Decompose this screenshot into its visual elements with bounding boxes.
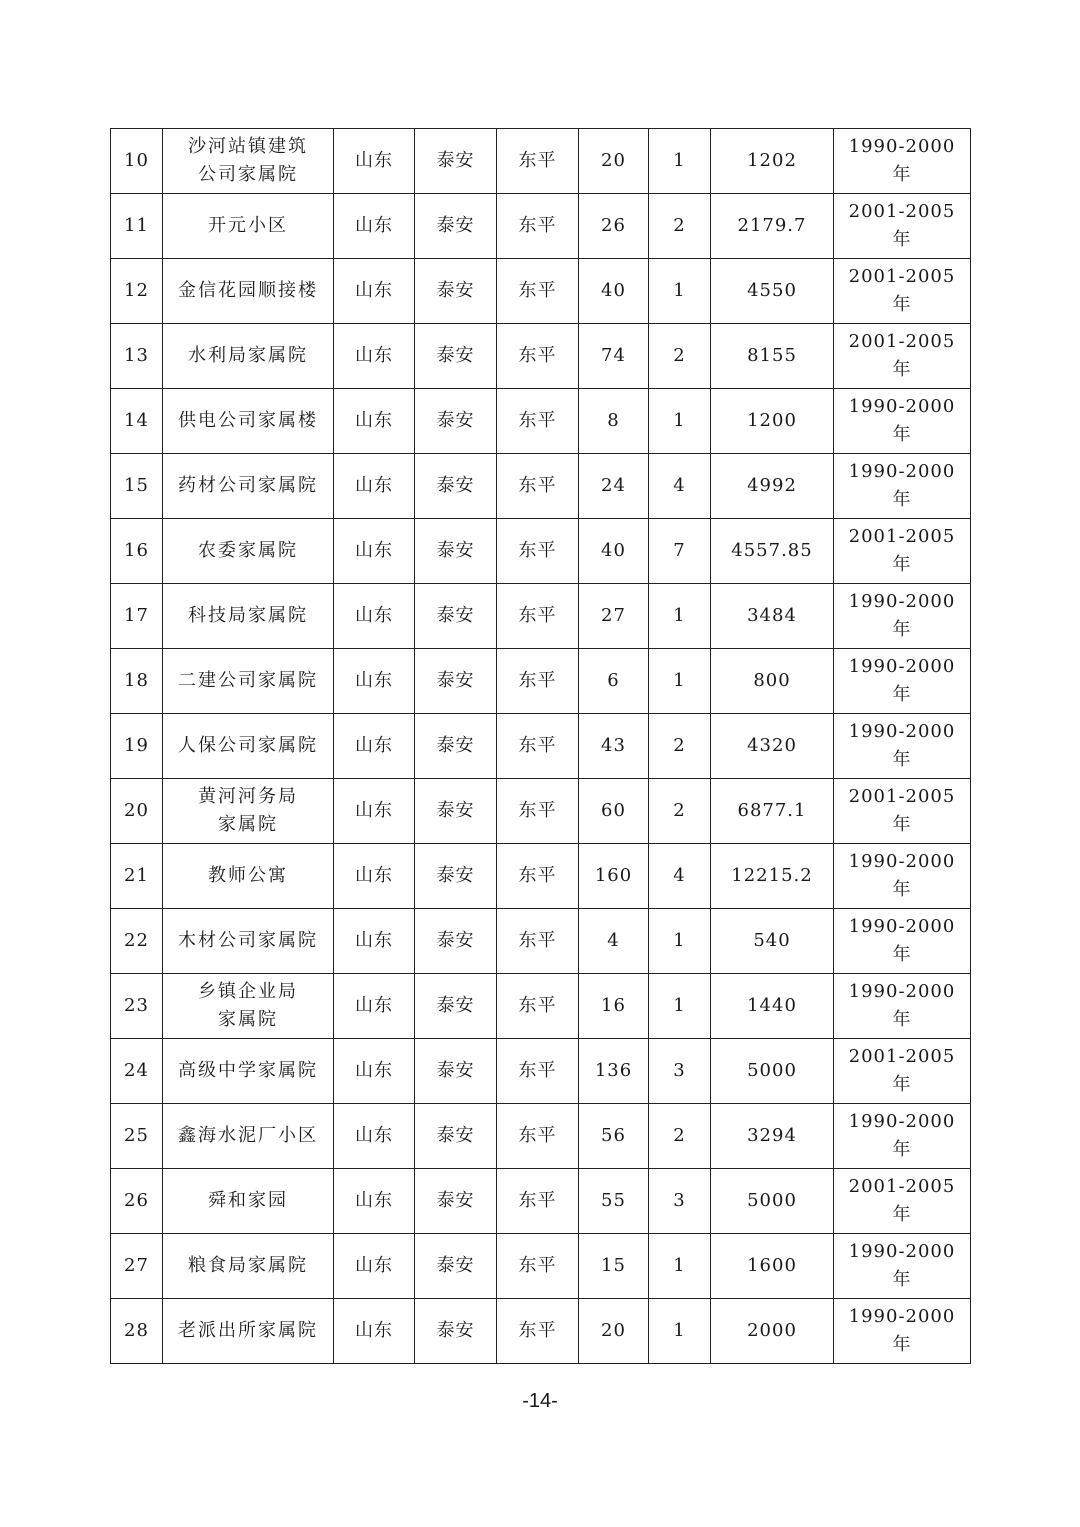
row-number-cell: 23 [111, 974, 163, 1039]
build-period-cell: 1990-2000 年 [834, 1104, 971, 1169]
county-cell: 东平 [497, 1299, 579, 1364]
city-cell: 泰安 [415, 324, 497, 389]
area-cell: 6877.1 [711, 779, 834, 844]
table-row [111, 519, 971, 584]
province-cell: 山东 [334, 1039, 415, 1104]
table-row [111, 194, 971, 259]
area-cell: 4992 [711, 454, 834, 519]
city-cell: 泰安 [415, 844, 497, 909]
table-row [111, 1234, 971, 1299]
row-number-cell: 26 [111, 1169, 163, 1234]
area-cell: 540 [711, 909, 834, 974]
area-cell: 8155 [711, 324, 834, 389]
build-period-cell: 2001-2005 年 [834, 1039, 971, 1104]
row-number-cell: 15 [111, 454, 163, 519]
province-cell: 山东 [334, 259, 415, 324]
build-period-cell: 1990-2000 年 [834, 1299, 971, 1364]
county-cell: 东平 [497, 1169, 579, 1234]
table-row [111, 649, 971, 714]
households-cell: 43 [579, 714, 649, 779]
row-number-cell: 22 [111, 909, 163, 974]
row-number-cell: 24 [111, 1039, 163, 1104]
community-name-cell: 老派出所家属院 [163, 1299, 334, 1364]
city-cell: 泰安 [415, 1169, 497, 1234]
city-cell: 泰安 [415, 129, 497, 194]
households-cell: 6 [579, 649, 649, 714]
households-cell: 40 [579, 519, 649, 584]
build-period-cell: 1990-2000 年 [834, 909, 971, 974]
county-cell: 东平 [497, 1039, 579, 1104]
buildings-cell: 1 [649, 649, 711, 714]
table-row [111, 909, 971, 974]
area-cell: 1200 [711, 389, 834, 454]
city-cell: 泰安 [415, 649, 497, 714]
buildings-cell: 1 [649, 974, 711, 1039]
build-period-cell: 1990-2000 年 [834, 714, 971, 779]
households-cell: 27 [579, 584, 649, 649]
buildings-cell: 2 [649, 194, 711, 259]
area-cell: 1202 [711, 129, 834, 194]
households-cell: 56 [579, 1104, 649, 1169]
province-cell: 山东 [334, 129, 415, 194]
households-cell: 55 [579, 1169, 649, 1234]
buildings-cell: 1 [649, 1299, 711, 1364]
city-cell: 泰安 [415, 259, 497, 324]
households-cell: 20 [579, 1299, 649, 1364]
city-cell: 泰安 [415, 1234, 497, 1299]
build-period-cell: 2001-2005 年 [834, 779, 971, 844]
buildings-cell: 1 [649, 389, 711, 454]
households-cell: 136 [579, 1039, 649, 1104]
buildings-cell: 2 [649, 779, 711, 844]
city-cell: 泰安 [415, 1299, 497, 1364]
province-cell: 山东 [334, 1104, 415, 1169]
community-name-cell: 沙河站镇建筑 公司家属院 [163, 129, 334, 194]
page-number: -14- [522, 1390, 558, 1412]
county-cell: 东平 [497, 1234, 579, 1299]
province-cell: 山东 [334, 1234, 415, 1299]
county-cell: 东平 [497, 324, 579, 389]
buildings-cell: 2 [649, 714, 711, 779]
county-cell: 东平 [497, 584, 579, 649]
area-cell: 5000 [711, 1169, 834, 1234]
table-row [111, 1169, 971, 1234]
table-row [111, 1039, 971, 1104]
build-period-cell: 1990-2000 年 [834, 649, 971, 714]
province-cell: 山东 [334, 909, 415, 974]
table-row [111, 714, 971, 779]
area-cell: 2179.7 [711, 194, 834, 259]
row-number-cell: 18 [111, 649, 163, 714]
community-name-cell: 粮食局家属院 [163, 1234, 334, 1299]
county-cell: 东平 [497, 649, 579, 714]
area-cell: 1600 [711, 1234, 834, 1299]
city-cell: 泰安 [415, 1104, 497, 1169]
households-cell: 20 [579, 129, 649, 194]
province-cell: 山东 [334, 324, 415, 389]
province-cell: 山东 [334, 844, 415, 909]
city-cell: 泰安 [415, 194, 497, 259]
county-cell: 东平 [497, 259, 579, 324]
county-cell: 东平 [497, 519, 579, 584]
community-name-cell: 木材公司家属院 [163, 909, 334, 974]
buildings-cell: 3 [649, 1039, 711, 1104]
households-cell: 74 [579, 324, 649, 389]
province-cell: 山东 [334, 649, 415, 714]
buildings-cell: 4 [649, 454, 711, 519]
county-cell: 东平 [497, 714, 579, 779]
row-number-cell: 11 [111, 194, 163, 259]
households-cell: 24 [579, 454, 649, 519]
households-cell: 60 [579, 779, 649, 844]
community-name-cell: 水利局家属院 [163, 324, 334, 389]
build-period-cell: 1990-2000 年 [834, 844, 971, 909]
row-number-cell: 14 [111, 389, 163, 454]
table-row [111, 779, 971, 844]
table-row [111, 454, 971, 519]
area-cell: 1440 [711, 974, 834, 1039]
city-cell: 泰安 [415, 389, 497, 454]
households-cell: 160 [579, 844, 649, 909]
province-cell: 山东 [334, 779, 415, 844]
buildings-cell: 1 [649, 1234, 711, 1299]
province-cell: 山东 [334, 389, 415, 454]
community-name-cell: 供电公司家属楼 [163, 389, 334, 454]
community-name-cell: 乡镇企业局 家属院 [163, 974, 334, 1039]
area-cell: 4550 [711, 259, 834, 324]
table-row [111, 974, 971, 1039]
area-cell: 800 [711, 649, 834, 714]
row-number-cell: 25 [111, 1104, 163, 1169]
county-cell: 东平 [497, 389, 579, 454]
table-row [111, 389, 971, 454]
buildings-cell: 2 [649, 324, 711, 389]
buildings-cell: 2 [649, 1104, 711, 1169]
buildings-cell: 4 [649, 844, 711, 909]
city-cell: 泰安 [415, 779, 497, 844]
households-cell: 16 [579, 974, 649, 1039]
province-cell: 山东 [334, 1169, 415, 1234]
city-cell: 泰安 [415, 909, 497, 974]
row-number-cell: 28 [111, 1299, 163, 1364]
county-cell: 东平 [497, 779, 579, 844]
area-cell: 2000 [711, 1299, 834, 1364]
table-row [111, 584, 971, 649]
build-period-cell: 1990-2000 年 [834, 454, 971, 519]
row-number-cell: 21 [111, 844, 163, 909]
community-name-cell: 教师公寓 [163, 844, 334, 909]
area-cell: 5000 [711, 1039, 834, 1104]
row-number-cell: 20 [111, 779, 163, 844]
buildings-cell: 3 [649, 1169, 711, 1234]
table-row [111, 259, 971, 324]
community-table [110, 128, 971, 1364]
area-cell: 12215.2 [711, 844, 834, 909]
city-cell: 泰安 [415, 584, 497, 649]
table-row [111, 324, 971, 389]
build-period-cell: 2001-2005 年 [834, 324, 971, 389]
city-cell: 泰安 [415, 714, 497, 779]
build-period-cell: 1990-2000 年 [834, 389, 971, 454]
community-name-cell: 金信花园顺接楼 [163, 259, 334, 324]
households-cell: 40 [579, 259, 649, 324]
area-cell: 3294 [711, 1104, 834, 1169]
build-period-cell: 2001-2005 年 [834, 1169, 971, 1234]
city-cell: 泰安 [415, 519, 497, 584]
county-cell: 东平 [497, 844, 579, 909]
county-cell: 东平 [497, 454, 579, 519]
community-name-cell: 二建公司家属院 [163, 649, 334, 714]
province-cell: 山东 [334, 519, 415, 584]
province-cell: 山东 [334, 454, 415, 519]
county-cell: 东平 [497, 1104, 579, 1169]
row-number-cell: 17 [111, 584, 163, 649]
row-number-cell: 16 [111, 519, 163, 584]
table-row [111, 1299, 971, 1364]
table-row [111, 844, 971, 909]
row-number-cell: 13 [111, 324, 163, 389]
community-name-cell: 人保公司家属院 [163, 714, 334, 779]
county-cell: 东平 [497, 129, 579, 194]
households-cell: 8 [579, 389, 649, 454]
households-cell: 26 [579, 194, 649, 259]
province-cell: 山东 [334, 194, 415, 259]
community-name-cell: 高级中学家属院 [163, 1039, 334, 1104]
build-period-cell: 1990-2000 年 [834, 584, 971, 649]
buildings-cell: 1 [649, 909, 711, 974]
table-body [111, 129, 971, 1364]
county-cell: 东平 [497, 194, 579, 259]
build-period-cell: 1990-2000 年 [834, 974, 971, 1039]
row-number-cell: 27 [111, 1234, 163, 1299]
build-period-cell: 2001-2005 年 [834, 259, 971, 324]
community-name-cell: 黄河河务局 家属院 [163, 779, 334, 844]
households-cell: 15 [579, 1234, 649, 1299]
area-cell: 3484 [711, 584, 834, 649]
province-cell: 山东 [334, 974, 415, 1039]
county-cell: 东平 [497, 974, 579, 1039]
buildings-cell: 7 [649, 519, 711, 584]
build-period-cell: 2001-2005 年 [834, 194, 971, 259]
province-cell: 山东 [334, 1299, 415, 1364]
build-period-cell: 1990-2000 年 [834, 1234, 971, 1299]
community-name-cell: 科技局家属院 [163, 584, 334, 649]
community-name-cell: 鑫海水泥厂小区 [163, 1104, 334, 1169]
city-cell: 泰安 [415, 1039, 497, 1104]
row-number-cell: 10 [111, 129, 163, 194]
community-name-cell: 开元小区 [163, 194, 334, 259]
community-name-cell: 舜和家园 [163, 1169, 334, 1234]
province-cell: 山东 [334, 584, 415, 649]
area-cell: 4320 [711, 714, 834, 779]
area-cell: 4557.85 [711, 519, 834, 584]
table-row [111, 1104, 971, 1169]
table-row [111, 129, 971, 194]
buildings-cell: 1 [649, 259, 711, 324]
province-cell: 山东 [334, 714, 415, 779]
households-cell: 4 [579, 909, 649, 974]
county-cell: 东平 [497, 909, 579, 974]
buildings-cell: 1 [649, 584, 711, 649]
city-cell: 泰安 [415, 974, 497, 1039]
community-name-cell: 农委家属院 [163, 519, 334, 584]
build-period-cell: 1990-2000 年 [834, 129, 971, 194]
buildings-cell: 1 [649, 129, 711, 194]
build-period-cell: 2001-2005 年 [834, 519, 971, 584]
row-number-cell: 19 [111, 714, 163, 779]
row-number-cell: 12 [111, 259, 163, 324]
city-cell: 泰安 [415, 454, 497, 519]
community-name-cell: 药材公司家属院 [163, 454, 334, 519]
